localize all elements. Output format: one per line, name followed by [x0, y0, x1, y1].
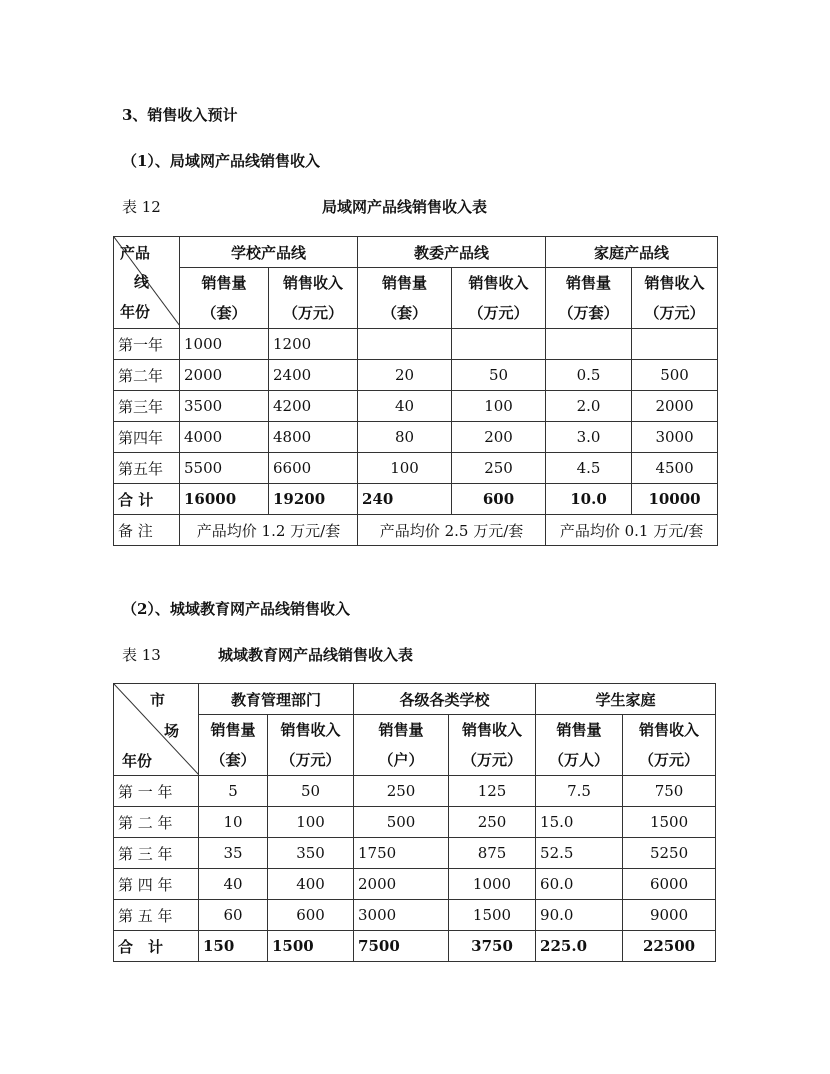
column-header: 销售量 （套）: [180, 268, 269, 329]
total-row: 合 计 150 1500 7500 3750 225.0 22500: [114, 931, 716, 962]
table12: [113, 236, 718, 546]
group-header: 教委产品线: [358, 237, 546, 268]
corner-top-label: 市: [150, 691, 166, 709]
column-header: 销售收入 （万元）: [452, 268, 546, 329]
column-header: 销售收入 （万元）: [632, 268, 718, 329]
table12-corner-header: [114, 237, 180, 329]
group-header: 家庭产品线: [546, 237, 718, 268]
subsection-title-1: （1）、局域网产品线销售收入: [122, 152, 320, 170]
table-row: 第三年 3500 4200 40 100 2.0 2000: [114, 391, 718, 422]
section-title: 3、销售收入预计: [122, 106, 238, 124]
group-header: 各级各类学校: [354, 684, 536, 715]
total-row: 合 计 16000 19200 240 600 10.0 10000: [114, 484, 718, 515]
corner-top-label: 产品: [120, 244, 151, 262]
column-header: 销售收入 （万元）: [449, 715, 536, 776]
table-row: 第 四 年 40 400 2000 1000 60.0 6000: [114, 869, 716, 900]
group-header: 学校产品线: [180, 237, 358, 268]
notes-row: 备 注 产品均价 1.2 万元/套 产品均价 2.5 万元/套 产品均价 0.1 万元/套: [114, 515, 718, 546]
group-header: 教育管理部门: [199, 684, 354, 715]
table-row: 第 五 年 60 600 3000 1500 90.0 9000: [114, 900, 716, 931]
table-row: 第二年 2000 2400 20 50 0.5 500: [114, 360, 718, 391]
column-header: 销售收入 （万元）: [268, 715, 354, 776]
corner-mid-label: 场: [164, 722, 180, 740]
table13-title: 城域教育网产品线销售收入表: [218, 646, 414, 664]
table13-number: 表 13: [122, 646, 161, 664]
column-header: 销售收入 （万元）: [623, 715, 716, 776]
corner-mid-label: 线: [134, 273, 150, 291]
table-row: 第五年 5500 6600 100 250 4.5 4500: [114, 453, 718, 484]
corner-bottom-label: 年份: [120, 303, 151, 321]
table13-corner-header: [114, 684, 199, 776]
table12-number: 表 12: [122, 198, 161, 216]
group-header: 学生家庭: [536, 684, 716, 715]
column-header: 销售量 （万人）: [536, 715, 623, 776]
column-header: 销售量 （套）: [358, 268, 452, 329]
table-row: 第 一 年 5 50 250 125 7.5 750: [114, 776, 716, 807]
table-row: 第 三 年 35 350 1750 875 52.5 5250: [114, 838, 716, 869]
table12-title: 局域网产品线销售收入表: [322, 198, 488, 216]
column-header: 销售量 （万套）: [546, 268, 632, 329]
column-header: 销售量 （套）: [199, 715, 268, 776]
subsection-title-2: （2）、城域教育网产品线销售收入: [122, 600, 350, 618]
column-header: 销售收入 （万元）: [269, 268, 358, 329]
corner-bottom-label: 年份: [122, 752, 153, 770]
table13: [113, 683, 716, 962]
column-header: 销售量 （户）: [354, 715, 449, 776]
table-row: 第 二 年 10 100 500 250 15.0 1500: [114, 807, 716, 838]
table-row: 第一年 1000 1200: [114, 329, 718, 360]
table-row: 第四年 4000 4800 80 200 3.0 3000: [114, 422, 718, 453]
